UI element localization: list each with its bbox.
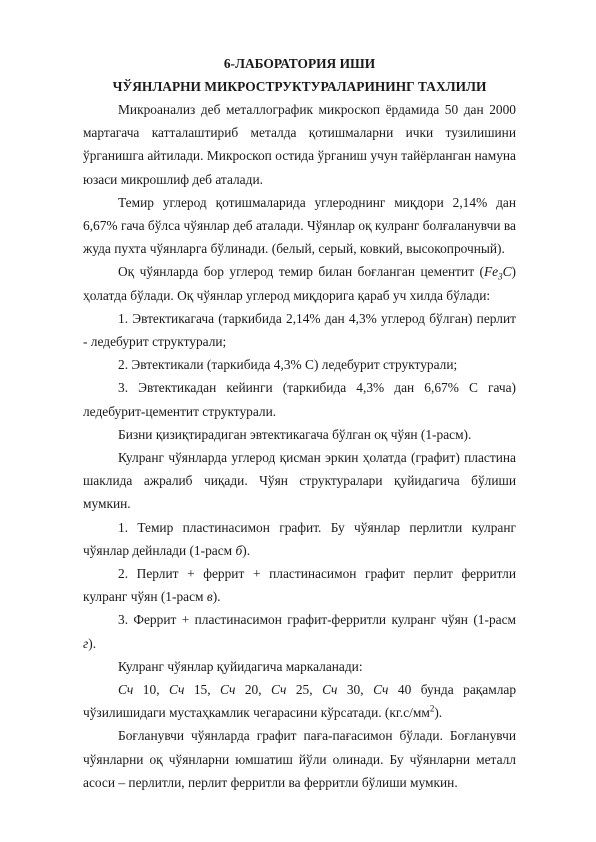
p3-text-after: ) ҳолатда бўлади. Оқ чўянлар углерод миқдорига қараб уч хилда бўлади: [83,264,516,303]
grey-item-3-text: 3. Феррит + пластинасимон графит-ферритли кулранг чўян (1-расм [118,612,516,628]
grade-list [118,682,411,697]
grey-item-2-text: 2. Перлит + феррит + пластинасимон графит перлит ферритли кулранг чўян (1-расм [83,566,516,605]
figure-ref-v: в [206,589,213,605]
p3-text-before: Оқ чўянларда бор углерод темир билан боғланган цементит ( [118,264,484,280]
formula-fe: Fe [483,264,499,280]
grade-code: Сч [220,682,236,698]
figure-ref-b: б [235,542,243,558]
paragraph-malleable: Боғланувчи чўянларда графит паға-пағасимон бўлади. Боғланувчи чўянларни оқ чўянларни юмшатиш йўли олинади. Бу чўянларни металл асоси – перлитли, перлит ферритли ва ферритли бўлиши мумкин. [83,728,516,790]
paragraph-white-cast-iron [83,260,516,306]
paragraph-cast-iron-definition: Темир углерод қотишмаларида углероднинг миқдори 2,14% дан 6,67% гача бўлса чўянлар деб аталади. Чўянлар оқ кулранг болғаланувчи ва жуда пухта чўянларга бўлинади. (белый, серый, ковкий, высокопрочный). [83,194,516,257]
grade-code: Сч [322,682,338,698]
lab-subtitle: ЧЎЯНЛАРНИ МИКРОСТРУКТУРАЛАРИНИНГ ТАХЛИЛИ [112,79,487,94]
grades-text: бунда рақамлар чўзилишидаги мустаҳкамлик чегарасини кўрсатади. (кг.с/мм [83,682,517,721]
list-item-1: 1. Эвтектикагача (таркибида 2,14% дан 4,3% углерод бўлган) перлит - ледебурит структурали; [83,310,516,350]
list-item-2: 2. Эвтектикали (таркибида 4,3% С) ледебурит структурали; [118,357,458,373]
grade-number: 15, [184,682,221,698]
lab-title: 6-ЛАБОРАТОРИЯ ИШИ [223,56,376,71]
grade-code: Сч [271,682,287,698]
formula-c: C [502,264,512,280]
grades-end: ). [434,705,443,721]
formula-fe3c [483,264,512,283]
grey-item-2-end: ). [212,589,221,605]
paragraph-grey-cast-iron: Кулранг чўянларда углерод қисман эркин ҳолатда (графит) пластина шаклида ажралиб чиқади. Чўян структуралари қуйидагича бўлиши мумкин. [83,450,516,512]
figure-ref-g: г [83,635,89,651]
grade-code: Сч [169,682,185,698]
grade-number: 40 [388,682,412,698]
paragraph-hypoeutectic: Бизни қизиқтирадиган эвтектикагача бўлган оқ чўян (1-расм). [118,426,472,442]
formula-subscript: 3 [498,272,503,283]
grade-number: 10, [133,682,170,698]
grey-item-3 [83,608,516,654]
paragraph-microanalysis: Микроанализ деб металлографик микроскоп ёрдамида 50 дан 2000 мартагача катталаштириб металда қотишмаларни ички тузилишини ўрганишга айтилади. Микроскоп остида ўрганиш учун тайёрланган намуна юзаси микрошлиф деб аталади. [83,102,516,187]
grey-item-1-end: ). [242,542,251,558]
grade-code: Сч [373,682,389,698]
grade-number: 20, [235,682,272,698]
grey-item-1 [83,516,516,562]
paragraph-marking-intro: Кулранг чўянлар қуйидагича маркаланади: [118,658,363,674]
grade-code: Сч [118,682,134,698]
grey-item-3-end: ). [88,635,97,651]
units-superscript: 2 [429,703,435,714]
grey-item-2 [83,562,516,608]
grey-item-1-text: 1. Темир пластинасимон графит. Бу чўянлар перлитли кулранг чўянлар дейнлади (1-расм [83,519,516,558]
paragraph-marking-grades [83,678,516,724]
list-item-3: 3. Эвтектикадан кейинги (таркибида 4,3% дан 6,67% С гача) ледебурит-цементит структурали. [83,380,516,419]
grade-number: 25, [286,682,323,698]
grade-number: 30, [337,682,374,698]
